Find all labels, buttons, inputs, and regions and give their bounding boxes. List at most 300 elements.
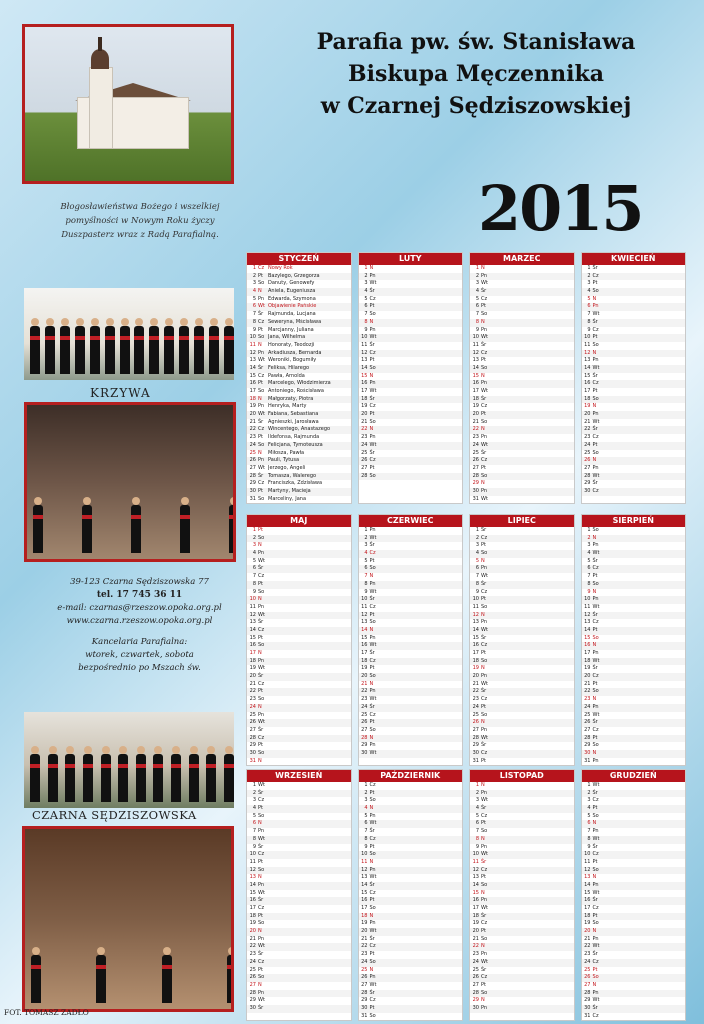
weekday: So xyxy=(481,603,488,610)
day-row xyxy=(359,828,463,836)
day-row xyxy=(582,342,686,350)
weekday: Cz xyxy=(258,426,265,433)
weekday: So xyxy=(258,388,265,394)
day-number: 15 xyxy=(361,889,368,896)
day-number: 31 xyxy=(361,1012,368,1019)
weekday: So xyxy=(258,920,265,927)
day-row xyxy=(359,897,463,905)
weekday: So xyxy=(592,288,599,295)
day-row xyxy=(247,473,351,481)
day-row xyxy=(359,426,463,434)
day-row xyxy=(247,797,351,805)
day-row xyxy=(582,581,686,589)
day-row xyxy=(247,758,351,766)
day-number: 18 xyxy=(361,657,368,664)
day-number: 15 xyxy=(249,889,256,896)
day-row xyxy=(470,612,574,620)
day-row xyxy=(359,735,463,743)
day-number: 23 xyxy=(361,434,368,441)
weekday: Cz xyxy=(369,295,376,302)
weekday: Pt xyxy=(258,326,263,333)
sash xyxy=(118,764,128,768)
weekday: N xyxy=(481,480,485,487)
day-number: 26 xyxy=(361,974,368,981)
weekday: Śr xyxy=(369,341,375,348)
day-row xyxy=(247,635,351,643)
day-row xyxy=(582,357,686,365)
weekday: N xyxy=(592,295,597,302)
day-row xyxy=(247,719,351,727)
weekday: Pn xyxy=(481,897,488,904)
day-number: 27 xyxy=(472,464,479,471)
day-number: 18 xyxy=(249,395,256,402)
day-row xyxy=(470,550,574,558)
day-number: 11 xyxy=(249,341,256,348)
day-number: 15 xyxy=(361,634,368,641)
guard-figure xyxy=(31,955,41,1003)
day-row xyxy=(247,920,351,928)
day-row xyxy=(582,465,686,473)
day-row xyxy=(247,480,351,488)
day-number: 25 xyxy=(584,966,591,973)
day-row xyxy=(470,1005,574,1013)
day-number: 29 xyxy=(249,742,256,749)
day-number: 17 xyxy=(584,650,591,656)
weekday: So xyxy=(369,364,376,371)
day-number: 16 xyxy=(361,897,368,904)
day-number: 3 xyxy=(364,542,368,549)
day-row xyxy=(470,897,574,905)
weekday: So xyxy=(258,441,265,448)
day-row xyxy=(247,704,351,712)
day-number: 2 xyxy=(587,534,591,541)
weekday: Pn xyxy=(592,464,599,471)
day-number: 16 xyxy=(249,380,256,387)
day-number: 8 xyxy=(587,835,591,842)
day-number: 7 xyxy=(475,828,479,835)
weekday: Cz xyxy=(369,603,376,610)
day-number: 8 xyxy=(587,318,591,325)
weekday: Wt xyxy=(481,851,488,858)
weekday: Pt xyxy=(481,464,486,471)
weekday: Pt xyxy=(369,303,375,310)
day-row xyxy=(470,920,574,928)
day-number: 27 xyxy=(249,981,256,988)
month-header: LUTY xyxy=(359,253,463,265)
weekday: Śr xyxy=(481,449,487,456)
day-row xyxy=(247,943,351,951)
day-number: 11 xyxy=(472,858,479,865)
weekday: Cz xyxy=(258,905,265,911)
day-number: 23 xyxy=(249,951,256,958)
day-number: 22 xyxy=(361,688,368,695)
day-number: 12 xyxy=(472,866,479,873)
weekday: Pt xyxy=(369,411,375,418)
weekday: Pn xyxy=(481,673,488,680)
day-number: 10 xyxy=(249,851,256,858)
month-header: WRZESIEŃ xyxy=(247,770,351,782)
day-number: 5 xyxy=(475,812,479,819)
weekday: Wt xyxy=(369,749,377,756)
weekday: Cz xyxy=(258,851,265,858)
day-number: 25 xyxy=(472,966,479,973)
day-row xyxy=(247,750,351,758)
day-row xyxy=(247,350,351,358)
day-number: 17 xyxy=(584,905,591,911)
day-row xyxy=(359,967,463,975)
day-row xyxy=(359,527,463,535)
weekday: So xyxy=(258,334,265,341)
weekday: Pn xyxy=(258,603,265,610)
weekday: Wt xyxy=(258,303,265,310)
day-row xyxy=(582,596,686,604)
day-row xyxy=(247,905,351,913)
day-number: 22 xyxy=(584,688,591,695)
weekday: Pn xyxy=(369,380,376,387)
weekday: Pn xyxy=(258,295,265,302)
weekday: Pt xyxy=(369,951,375,958)
day-row xyxy=(247,450,351,458)
title-line-3: w Czarnej Sędziszowskiej xyxy=(320,93,632,119)
weekday: N xyxy=(258,928,262,935)
day-row xyxy=(359,350,463,358)
month-12 xyxy=(581,769,687,1021)
day-row xyxy=(359,650,463,658)
day-number: 10 xyxy=(472,596,479,603)
weekday: Pn xyxy=(592,596,599,603)
weekday: Pn xyxy=(592,357,599,364)
website[interactable]: www.czarna.rzeszow.opoka.org.pl xyxy=(66,616,213,626)
weekday: Pn xyxy=(258,935,265,942)
day-row xyxy=(470,982,574,990)
weekday: Cz xyxy=(369,835,376,842)
day-row xyxy=(359,727,463,735)
day-row xyxy=(582,727,686,735)
weekday: Cz xyxy=(369,550,376,557)
day-number: 24 xyxy=(361,703,368,710)
weekday: Pn xyxy=(481,272,488,279)
weekday: N xyxy=(258,542,262,549)
weekday: Wt xyxy=(592,782,600,788)
weekday: So xyxy=(592,742,599,749)
weekday: Pt xyxy=(481,757,486,764)
day-row xyxy=(582,380,686,388)
day-row xyxy=(247,542,351,550)
weekday: N xyxy=(369,372,374,379)
sash xyxy=(60,336,70,340)
weekday: Śr xyxy=(592,951,598,958)
day-row xyxy=(359,265,463,273)
day-row xyxy=(582,604,686,612)
day-row xyxy=(582,913,686,921)
weekday: Pt xyxy=(592,626,598,633)
day-row xyxy=(359,750,463,758)
weekday: Śr xyxy=(481,805,487,812)
day-number: 23 xyxy=(472,951,479,958)
weekday: N xyxy=(258,703,262,710)
day-row xyxy=(359,920,463,928)
day-number: 27 xyxy=(584,981,591,988)
day-number: 5 xyxy=(475,557,479,564)
weekday: Cz xyxy=(481,588,488,595)
weekday: Cz xyxy=(369,997,376,1004)
day-row xyxy=(470,782,574,790)
weekday: N xyxy=(592,588,597,595)
weekday: N xyxy=(481,835,485,842)
day-row xyxy=(582,959,686,967)
day-number: 5 xyxy=(252,295,256,302)
day-number: 23 xyxy=(472,696,479,703)
name-day: Jana, Wilhelma xyxy=(268,334,306,341)
month-5 xyxy=(246,514,352,766)
weekday: Cz xyxy=(258,680,265,687)
guard-figure xyxy=(45,326,55,374)
weekday: Pn xyxy=(369,634,376,641)
weekday: N xyxy=(481,557,485,564)
day-number: 5 xyxy=(364,557,368,564)
weekday: So xyxy=(258,534,265,541)
sash xyxy=(179,336,189,340)
name-day: Honoraty, Teodozji xyxy=(268,341,315,348)
day-number: 3 xyxy=(475,280,479,287)
name-day: Bazylego, Grzegorza xyxy=(268,272,320,279)
day-number: 7 xyxy=(364,311,368,318)
day-row xyxy=(582,982,686,990)
day-row xyxy=(470,665,574,673)
weekday: N xyxy=(481,719,485,726)
telephone: tel. 17 745 36 11 xyxy=(96,590,183,600)
weekday: Śr xyxy=(592,897,598,904)
day-number: 11 xyxy=(361,341,368,348)
weekday: Wt xyxy=(369,534,377,541)
weekday: Cz xyxy=(369,349,376,356)
day-row xyxy=(247,589,351,597)
name-day: Henryka, Marty xyxy=(268,403,307,410)
weekday: So xyxy=(481,657,488,664)
day-number: 10 xyxy=(584,334,591,341)
month-11 xyxy=(469,769,575,1021)
weekday: So xyxy=(592,341,599,348)
day-number: 10 xyxy=(472,851,479,858)
weekday: So xyxy=(592,449,599,456)
day-row xyxy=(582,296,686,304)
day-row xyxy=(247,457,351,465)
day-row xyxy=(470,805,574,813)
day-row xyxy=(359,558,463,566)
day-number: 20 xyxy=(249,928,256,935)
name-day: Objawienie Pańskie xyxy=(268,303,317,310)
day-number: 1 xyxy=(475,527,479,533)
day-number: 12 xyxy=(249,866,256,873)
day-row xyxy=(247,465,351,473)
weekday: So xyxy=(258,866,265,873)
weekday: So xyxy=(481,828,488,835)
day-row xyxy=(359,997,463,1005)
day-row xyxy=(470,596,574,604)
weekday: Pn xyxy=(369,580,376,587)
day-number: 1 xyxy=(475,265,479,271)
weekday: Śr xyxy=(481,341,487,348)
day-row xyxy=(247,311,351,319)
day-number: 19 xyxy=(249,665,256,672)
weekday: Wt xyxy=(369,588,377,595)
day-number: 26 xyxy=(584,457,591,464)
weekday: Cz xyxy=(369,889,376,896)
day-number: 22 xyxy=(584,943,591,950)
day-number: 14 xyxy=(249,626,256,633)
weekday: Wt xyxy=(258,611,265,618)
day-row xyxy=(247,342,351,350)
day-row xyxy=(247,681,351,689)
day-number: 9 xyxy=(587,588,591,595)
day-row xyxy=(247,642,351,650)
day-row xyxy=(359,311,463,319)
weekday: N xyxy=(481,265,485,271)
day-number: 2 xyxy=(364,272,368,279)
weekday: N xyxy=(481,665,485,672)
day-number: 28 xyxy=(472,989,479,996)
weekday: So xyxy=(258,749,265,756)
weekday: Pn xyxy=(481,951,488,958)
weekday: Wt xyxy=(258,943,265,950)
sash xyxy=(33,515,43,519)
weekday: So xyxy=(592,395,599,402)
weekday: Pt xyxy=(258,272,263,279)
day-row xyxy=(582,273,686,281)
day-row xyxy=(582,828,686,836)
weekday: Pt xyxy=(481,981,486,988)
day-row xyxy=(359,665,463,673)
weekday: Wt xyxy=(258,782,265,788)
day-number: 29 xyxy=(584,997,591,1004)
email[interactable]: e-mail: czarnas@rzeszow.opoka.org.pl xyxy=(57,603,222,613)
day-row xyxy=(247,365,351,373)
day-number: 7 xyxy=(587,311,591,318)
guard-figure xyxy=(131,505,141,553)
guard-figure xyxy=(33,505,43,553)
guard-figure xyxy=(118,754,128,802)
weekday: Wt xyxy=(592,943,600,950)
wishes-text: Błogosławieństwa Bożego i wszelkiej pomyślności w Nowym Roku życzy Duszpasterz wraz z Radą Parafialną. xyxy=(60,202,220,240)
day-row xyxy=(359,905,463,913)
sash xyxy=(149,336,159,340)
weekday: Śr xyxy=(592,265,598,271)
guard-figure xyxy=(224,754,234,802)
day-row xyxy=(247,836,351,844)
day-row xyxy=(470,943,574,951)
day-number: 31 xyxy=(249,495,256,502)
weekday: So xyxy=(592,974,599,981)
day-number: 19 xyxy=(361,403,368,410)
day-number: 20 xyxy=(361,928,368,935)
day-number: 9 xyxy=(475,843,479,850)
day-number: 9 xyxy=(587,843,591,850)
day-number: 16 xyxy=(584,642,591,649)
weekday: Pn xyxy=(592,989,599,996)
day-row xyxy=(359,411,463,419)
day-row xyxy=(582,565,686,573)
month-1 xyxy=(246,252,352,504)
weekday: Cz xyxy=(481,457,488,464)
weekday: N xyxy=(481,372,485,379)
weekday: So xyxy=(481,472,488,479)
title-line-1: Parafia pw. św. Stanisława xyxy=(316,29,636,55)
page-title xyxy=(248,26,704,122)
name-day: Rajmunda, Lucjana xyxy=(268,311,316,318)
month-header: SIERPIEŃ xyxy=(582,515,686,527)
day-number: 5 xyxy=(252,812,256,819)
name-day: Danuty, Genowefy xyxy=(268,280,315,287)
weekday: Wt xyxy=(369,280,377,287)
day-number: 25 xyxy=(361,711,368,718)
day-row xyxy=(247,426,351,434)
day-row xyxy=(247,967,351,975)
day-row xyxy=(582,411,686,419)
day-row xyxy=(470,473,574,481)
day-number: 13 xyxy=(584,874,591,881)
weekday: Wt xyxy=(592,711,600,718)
weekday: Śr xyxy=(258,951,264,958)
day-number: 6 xyxy=(252,820,256,827)
weekday: Śr xyxy=(592,318,598,325)
day-row xyxy=(359,688,463,696)
weekday: So xyxy=(592,580,599,587)
guard-figure xyxy=(136,754,146,802)
day-row xyxy=(582,836,686,844)
day-number: 9 xyxy=(364,588,368,595)
day-number: 7 xyxy=(252,573,256,580)
day-number: 29 xyxy=(249,997,256,1004)
day-row xyxy=(359,627,463,635)
day-number: 5 xyxy=(587,295,591,302)
weekday: Wt xyxy=(369,820,377,827)
day-row xyxy=(247,604,351,612)
weekday: Pn xyxy=(481,434,488,441)
day-row xyxy=(247,380,351,388)
weekday: Śr xyxy=(592,557,598,564)
day-row xyxy=(247,665,351,673)
day-row xyxy=(582,797,686,805)
day-number: 8 xyxy=(252,835,256,842)
day-row xyxy=(470,411,574,419)
left-column xyxy=(0,0,240,1024)
day-number: 5 xyxy=(587,812,591,819)
weekday: Śr xyxy=(369,395,375,402)
day-row xyxy=(470,426,574,434)
day-number: 26 xyxy=(249,719,256,726)
day-number: 5 xyxy=(252,557,256,564)
weekday: Pn xyxy=(369,527,376,533)
day-row xyxy=(247,434,351,442)
day-number: 27 xyxy=(584,726,591,733)
day-number: 20 xyxy=(472,673,479,680)
day-row xyxy=(359,844,463,852)
day-row xyxy=(470,380,574,388)
weekday: Cz xyxy=(369,782,376,788)
weekday: Cz xyxy=(481,749,488,756)
day-row xyxy=(247,327,351,335)
day-number: 2 xyxy=(475,534,479,541)
day-row xyxy=(582,535,686,543)
day-number: 18 xyxy=(249,912,256,919)
weekday: Pn xyxy=(258,657,265,664)
day-number: 2 xyxy=(475,272,479,279)
weekday: Wt xyxy=(369,874,377,881)
weekday: Pt xyxy=(592,573,598,580)
day-number: 27 xyxy=(249,726,256,733)
day-number: 15 xyxy=(249,372,256,379)
day-number: 4 xyxy=(252,288,256,295)
